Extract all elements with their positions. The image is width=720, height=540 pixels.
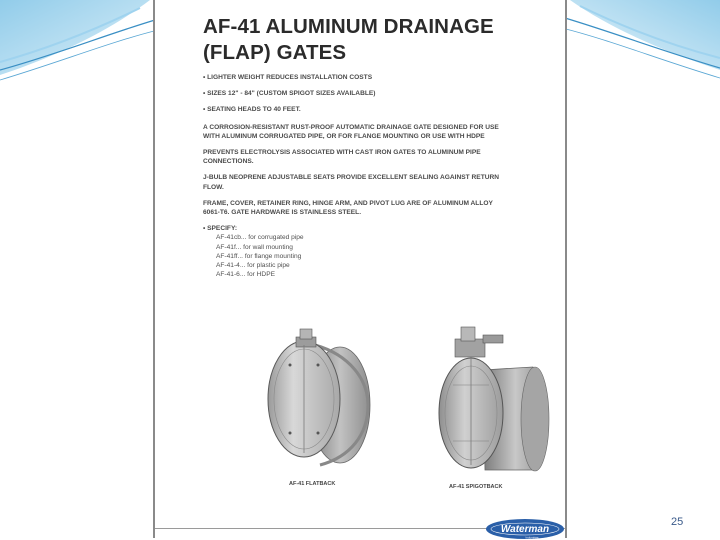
slide-page-number: 25 bbox=[671, 516, 684, 528]
specify-item: AF-41f... for wall mounting bbox=[216, 243, 293, 251]
flatback-gate-image bbox=[260, 325, 385, 470]
background-swoosh-right bbox=[560, 0, 720, 90]
logo-subtext: Industries bbox=[525, 535, 539, 540]
spigotback-gate-image bbox=[423, 325, 558, 475]
paragraph-materials-line2: 6061-T6. GATE HARDWARE IS STAINLESS STEEL. bbox=[203, 209, 362, 217]
logo-wordmark: Waterman bbox=[500, 524, 550, 535]
bullet-seating: • SEATING HEADS TO 40 FEET. bbox=[203, 106, 301, 114]
paragraph-corrosion-line2: WITH ALUMINUM CORRUGATED PIPE, OR FOR FLANGE MOUNTING OR USE WITH HDPE bbox=[203, 132, 485, 140]
flatback-caption: AF-41 FLATBACK bbox=[289, 481, 336, 487]
specify-item: AF-41cb... for corrugated pipe bbox=[216, 234, 304, 242]
datasheet-title bbox=[203, 14, 543, 66]
paragraph-electrolysis-line1: PREVENTS ELECTROLYSIS ASSOCIATED WITH CAST IRON GATES TO ALUMINUM PIPE bbox=[203, 149, 481, 157]
bullet-weight: • LIGHTER WEIGHT REDUCES INSTALLATION COSTS bbox=[203, 74, 373, 81]
datasheet-body bbox=[203, 73, 548, 279]
specify-item: AF-41-4... for plastic pipe bbox=[216, 262, 290, 270]
specify-label: • SPECIFY: bbox=[203, 225, 238, 233]
paragraph-seats-line1: J-BULB NEOPRENE ADJUSTABLE SEATS PROVIDE EXCELLENT SEALING AGAINST RETURN bbox=[203, 174, 500, 182]
paragraph-seats-line2: FLOW. bbox=[203, 183, 224, 191]
title-line-1: AF-41 ALUMINUM DRAINAGE bbox=[203, 15, 494, 38]
specify-list bbox=[203, 233, 548, 279]
specify-item: AF-41ff... for flange mounting bbox=[216, 252, 302, 260]
paragraph-materials-line1: FRAME, COVER, RETAINER RING, HINGE ARM, AND PIVOT LUG ARE OF ALUMINUM ALLOY bbox=[203, 199, 493, 207]
background-swoosh-left bbox=[0, 0, 160, 90]
title-line-2: (FLAP) GATES bbox=[203, 41, 347, 64]
paragraph-electrolysis-line2: CONNECTIONS. bbox=[203, 158, 254, 166]
spigotback-caption: AF-41 SPIGOTBACK bbox=[449, 484, 503, 490]
paragraph-corrosion-line1: A CORROSION-RESISTANT RUST-PROOF AUTOMATIC DRAINAGE GATE DESIGNED FOR USE bbox=[203, 123, 499, 131]
datasheet-page bbox=[153, 0, 567, 538]
waterman-logo bbox=[485, 518, 565, 540]
specify-item: AF-41-6... for HDPE bbox=[216, 271, 275, 279]
bullet-sizes: • SIZES 12" - 84" (CUSTOM SPIGOT SIZES AVAILABLE) bbox=[203, 90, 376, 98]
